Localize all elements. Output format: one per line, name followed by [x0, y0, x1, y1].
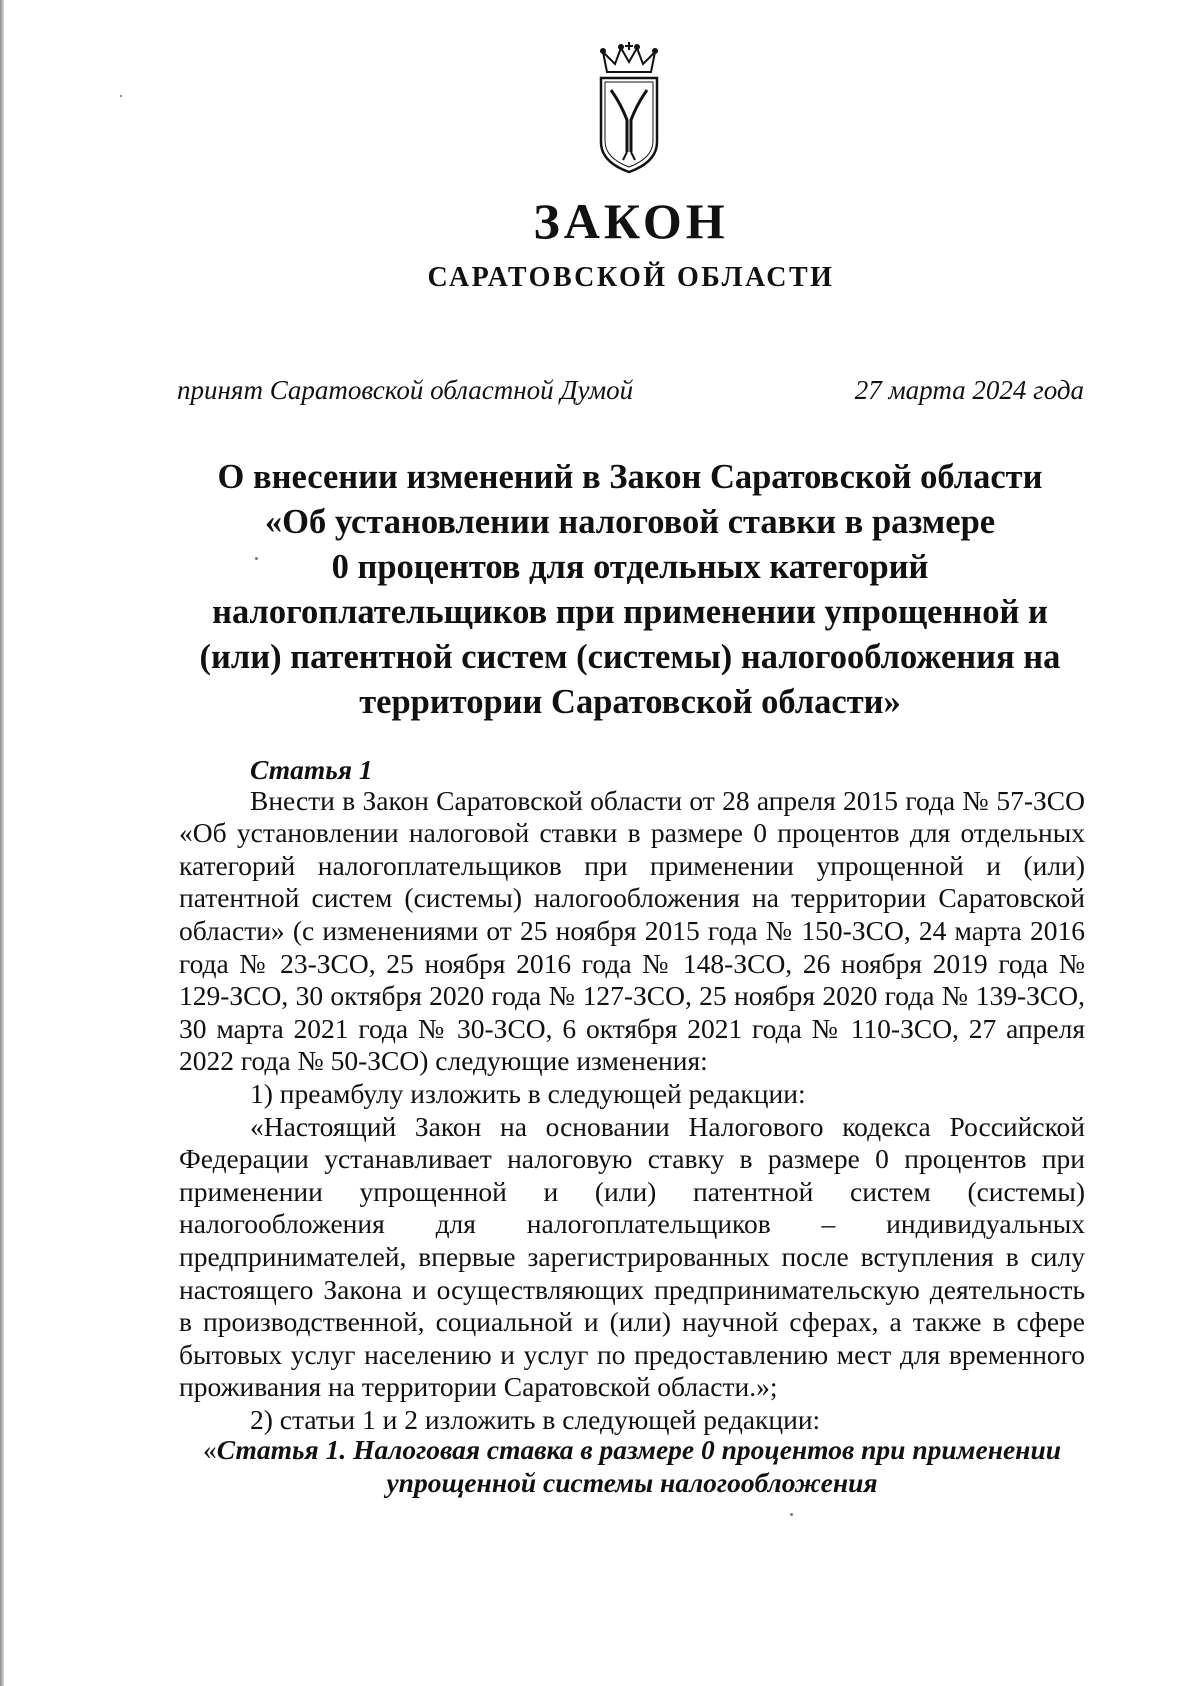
law-title-line: 0 процентов для отдельных категорий — [331, 548, 929, 586]
law-title-line: О внесении изменений в Закон Саратовской области — [217, 458, 1043, 496]
scan-speck — [120, 95, 122, 97]
law-title — [180, 455, 1080, 725]
scan-speck — [790, 1513, 793, 1516]
law-title-line: (или) патентной систем (системы) налогообложения на — [199, 638, 1061, 676]
coat-of-arms-icon — [593, 42, 665, 174]
adoption-date: 27 марта 2024 года — [854, 375, 1084, 405]
scan-speck — [255, 557, 258, 560]
open-quote: « — [202, 1434, 217, 1465]
law-title-line: налогоплательщиков при применении упрощенной и — [212, 593, 1048, 631]
document-title: ЗАКОН — [533, 193, 729, 249]
new-article-heading — [179, 1433, 1085, 1499]
document-subtitle: САРАТОВСКОЙ ОБЛАСТИ — [427, 262, 835, 293]
article-paragraph: 2) статьи 1 и 2 изложить в следующей редакции: — [250, 1403, 821, 1435]
article-paragraph: Внести в Закон Саратовской области от 28 апреля 2015 года № 57-ЗСО «Об установлении налоговой ставки в размере 0 процентов для отдельных категорий налогоплательщиков при применении упрощенной и (или) патентной систем (системы) налогообложения на территории Саратовской области» (с изменениями от 25 ноября 2015 года № 150-ЗСО, 24 марта 2016 года № 23-ЗСО, 25 ноября 2016 года № 148-ЗСО, 26 ноября 2019 года № 129-ЗСО, 30 октября 2020 года № 127-ЗСО, 25 ноября 2020 года № 139-ЗСО, 30 марта 2021 года № 30-ЗСО, 6 октября 2021 года № 110-ЗСО, 27 апреля 2022 года № 50-ЗСО) следующие изменения: — [179, 784, 1085, 1077]
article-1-heading: Статья 1 — [250, 754, 373, 785]
new-article-heading-text: Статья 1. Налоговая ставка в размере 0 процентов при применении — [216, 1434, 1062, 1465]
scan-edge — [0, 0, 4, 1686]
law-title-line: территории Саратовской области» — [359, 683, 901, 721]
law-title-line: «Об установлении налоговой ставки в размере — [264, 503, 996, 541]
adopted-by-text: принят Саратовской областной Думой — [177, 375, 634, 405]
new-article-heading-line-2: упрощенной системы налогообложения — [386, 1467, 878, 1498]
article-1-body — [179, 752, 1085, 1436]
article-paragraph: «Настоящий Закон на основании Налогового кодекса Российской Федерации устанавливает налоговую ставку в размере 0 процентов при применении упрощенной и (или) патентной систем (системы) налогообложения для налогоплательщиков – индивидуальных предпринимателей, впервые зарегистрированных после вступления в силу настоящего Закона и осуществляющих предпринимательскую деятельность в производственной, социальной и (или) научной сферах, а также в сфере бытовых услуг населению и услуг по предоставлению мест для временного проживания на территории Саратовской области.»; — [179, 1110, 1085, 1403]
new-article-heading-line-1 — [179, 1433, 1085, 1466]
article-paragraph: 1) преамбулу изложить в следующей редакции: — [250, 1077, 806, 1109]
